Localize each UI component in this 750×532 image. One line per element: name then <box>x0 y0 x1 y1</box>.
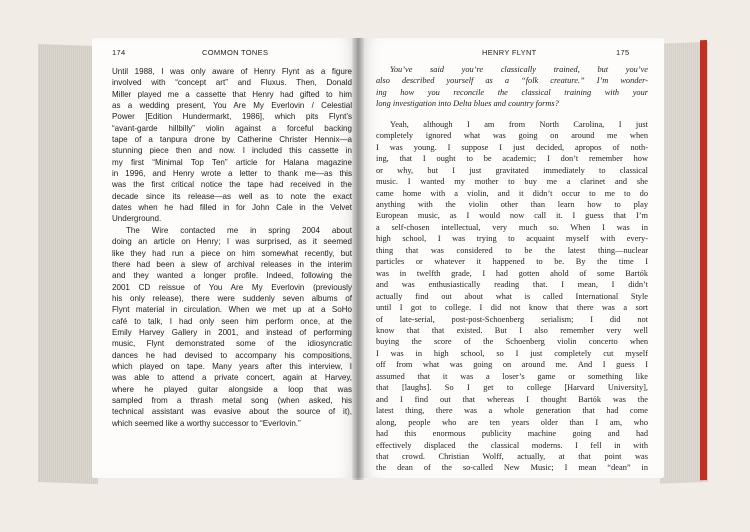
text-line: where he played guitar alongside a loop that was <box>112 384 352 394</box>
text-line: in 1996, and Henry wrote a letter to thank me—as this <box>112 169 352 179</box>
text-line: 2001 CD reissue of You Are My Everlovin (previously <box>112 282 352 292</box>
text-line: buying the score of the Schoenberg violin concerto when <box>376 337 648 347</box>
right-running-head: HENRY FLYNT <box>482 48 537 57</box>
left-running-head: COMMON TONES <box>202 48 269 57</box>
text-line: came home with a violin, and it didn’t occur to me to do <box>376 188 648 198</box>
text-line: high school, I was trying to acquaint myself with every- <box>376 234 648 244</box>
text-line: that [laughs]. So I get to college [Harvard University], <box>376 383 648 393</box>
right-page <box>358 38 664 478</box>
text-line: music. I wanted my mother to buy me a clarinet and she <box>376 177 648 187</box>
text-line: ing, that I ought to be academic; I don’t remember how <box>376 154 648 164</box>
text-line: off from what was going on around me. And I guess I <box>376 360 648 370</box>
interview-answer <box>376 119 648 474</box>
text-line: sampled from a thrash metal song (when asked, his <box>112 395 352 405</box>
text-line: particles or whatever it happened to be. By the time I <box>376 257 648 267</box>
text-line: along, people who are ten years older than I am, who <box>376 417 648 427</box>
text-line: completely ignored what was going on around me when <box>376 131 648 141</box>
text-line: Underground. <box>112 214 162 224</box>
text-line: Miller played me a cassette that Henry had gifted to him <box>112 89 352 99</box>
text-line: Flynt material in circulation. When we met up at a SoHo <box>112 305 352 315</box>
text-line: also described yourself as a “folk creature.” I’m wonder- <box>376 76 648 86</box>
text-line: there had been a slew of archival releases in the interim <box>112 259 352 269</box>
text-line: You’ve said you’re classically trained, but you’ve <box>390 65 648 74</box>
text-line: which played on tape. Many years after this interview, I <box>112 361 352 371</box>
text-line: which seemed like a worthy successor to “Everlovin.” <box>112 418 301 428</box>
book-gutter <box>352 38 364 480</box>
text-line: Emily Harvey Gallery in 2001, and instead of performing <box>112 327 352 337</box>
text-line: was able to attend a private concert, again at Harvey, <box>112 373 352 383</box>
text-line: and I find out that whereas I thought Bartók was the <box>376 394 648 404</box>
text-line: Yeah, although I am from North Carolina, I just <box>390 119 648 129</box>
text-line: a self-chosen intellectual, very much so. When I was in <box>376 222 648 232</box>
text-line: Until 1988, I was only aware of Henry Flynt as a figure <box>112 67 352 76</box>
text-line: dates when he had filled in for John Cale in the Velvet <box>112 203 352 213</box>
text-line: as a wedding present, You Are My Everlovin / Celestial <box>112 101 352 111</box>
text-line: until I got to college. I did not know that there was a sort <box>376 303 648 313</box>
text-line: The Wire contacted me in spring 2004 about <box>126 225 352 235</box>
interview-question <box>376 64 648 110</box>
text-line: the dean of the so-called New Music; I mean “dean” in <box>376 463 648 473</box>
text-line: technical assistant was evasive about the source of it), <box>112 407 352 417</box>
text-line: ing how you reconcile the classical training with your <box>376 87 648 97</box>
text-line: or why, but I just gravitated immediately to classical <box>376 165 648 175</box>
text-line: like they had run a piece on him somewhat recently, but <box>112 248 352 258</box>
left-page-number: 174 <box>112 48 126 57</box>
left-page <box>92 38 360 478</box>
text-line: doing an article on Henry; I was surprised, as it seemed <box>112 237 352 247</box>
text-line: decade since its release—as well as to note the exact <box>112 191 352 201</box>
text-line: my first “Minimal Top Ten” article for Halana magazine <box>112 157 352 167</box>
text-line: was in twelfth grade, I had gotten ahold of some Bartók <box>376 268 648 278</box>
right-body-text <box>376 64 648 474</box>
text-line: European music, as I would now call it. I guess that I’m <box>376 211 648 221</box>
text-line: of late-serial, post-post-Schoenberg serialism; I did not <box>376 314 648 324</box>
text-line: thing that was considered to be the latest thing—nuclear <box>376 245 648 255</box>
text-line: latest thing, there was a whole generation that had come <box>376 406 648 416</box>
text-line: was the first critical notice the tape had received in the <box>112 180 352 190</box>
text-line: I was young. I suppose I just decided, apropos of noth- <box>376 142 648 152</box>
text-line: effectively displaced the classical moderns. I fell in with <box>376 440 648 450</box>
text-line: and was enthusiastically reading that. I mean, I didn’t <box>376 280 648 290</box>
text-line: know that that existed. But I also remember very well <box>376 325 648 335</box>
text-line: had this enormous publicity machine going and had <box>376 429 648 439</box>
text-line: anything with the violin other than learn how to play <box>376 199 648 209</box>
text-line: assumed that it was a loser’s game or something like <box>376 371 648 381</box>
left-body-text <box>112 66 352 429</box>
text-line: dances he had devised to accompany his compositions, <box>112 350 352 360</box>
text-line: and they wanted a longer profile. Indeed, following the <box>112 271 352 281</box>
red-cover-edge <box>700 40 707 480</box>
text-line: “avant-garde hillbilly” violin against a forceful backing <box>112 123 352 133</box>
text-line: Power [Edition Hundermarkt, 1986], which pits Flynt’s <box>112 112 352 122</box>
text-line: music, Flynt demonstrated some of the idiosyncratic <box>112 339 352 349</box>
right-page-number: 175 <box>616 48 630 57</box>
text-line: I was in high school, so I just completely cut myself <box>376 348 648 358</box>
text-line: involved with “concept art” and Fluxus. Then, Donald <box>112 78 352 88</box>
text-line: long investigation into Delta blues and country forms? <box>376 99 559 109</box>
text-line: tape of a tanpura drone by Catherine Christer Hennix—a <box>112 135 352 145</box>
text-line: café to talk, I had only seen him perform once, at the <box>112 316 352 326</box>
text-line: that crowd. Christian Wolff, actually, at that point was <box>376 451 648 461</box>
text-line: his only release), there were suddenly seven albums of <box>112 293 352 303</box>
text-line: actually find out about what is called International Style <box>376 291 648 301</box>
left-page-edges <box>38 44 98 484</box>
text-line: stunning piece then and now. I included this cassette in <box>112 146 352 156</box>
